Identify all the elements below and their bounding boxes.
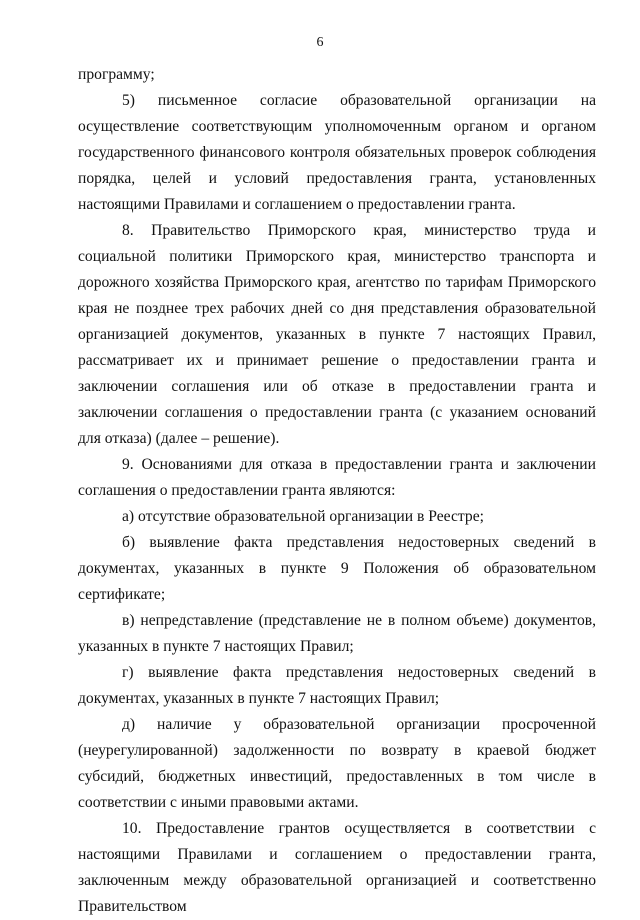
- paragraph-clause-10: 10. Предоставление грантов осуществляется в соответствии с настоящими Правилами и соглашением о предоставлении гранта, заключенным между образовательной организацией и соответственно Правительством: [78, 820, 596, 915]
- document-body: [78, 62, 596, 920]
- paragraph-clause-9: 9. Основаниями для отказа в предоставлении гранта и заключении соглашения о предоставлении гранта являются:: [78, 456, 596, 499]
- paragraph-continuation: программу;: [78, 66, 155, 83]
- paragraph-subitem-a: а) отсутствие образовательной организации в Реестре;: [122, 508, 484, 525]
- paragraph-subitem-v: в) непредставление (представление не в полном объеме) документов, указанных в пункте 7 настоящих Правил;: [78, 612, 596, 655]
- paragraph-clause-8: 8. Правительство Приморского края, министерство труда и социальной политики Приморского края, министерство транспорта и дорожного хозяйства Приморского края, агентство по тарифам Приморского края не позднее трех рабочих дней со дня представления образовательной организацией документов, указанных в пункте 7 настоящих Правил, рассматривает их и принимает решение о предоставлении гранта и заключении соглашения или об отказе в предоставлении гранта и заключении соглашения о предоставлении гранта (с указанием оснований для отказа) (далее – решение).: [78, 222, 596, 447]
- page-number: 6: [316, 35, 324, 50]
- paragraph-subitem-g: г) выявление факта представления недостоверных сведений в документах, указанных в пункте 7 настоящих Правил;: [78, 664, 596, 707]
- paragraph-subitem-b: б) выявление факта представления недостоверных сведений в документах, указанных в пункте 9 Положения об образовательном сертификате;: [78, 534, 596, 603]
- paragraph-subitem-d: д) наличие у образовательной организации просроченной (неурегулированной) задолженности по возврату в краевой бюджет субсидий, бюджетных инвестиций, предоставленных в том числе в соответствии с иными правовыми актами.: [78, 716, 596, 811]
- paragraph-item-5: 5) письменное согласие образовательной организации на осуществление соответствующим уполномоченным органом и органом государственного финансового контроля обязательных проверок соблюдения порядка, целей и условий предоставления гранта, установленных настоящими Правилами и соглашением о предоставлении гранта.: [78, 92, 596, 213]
